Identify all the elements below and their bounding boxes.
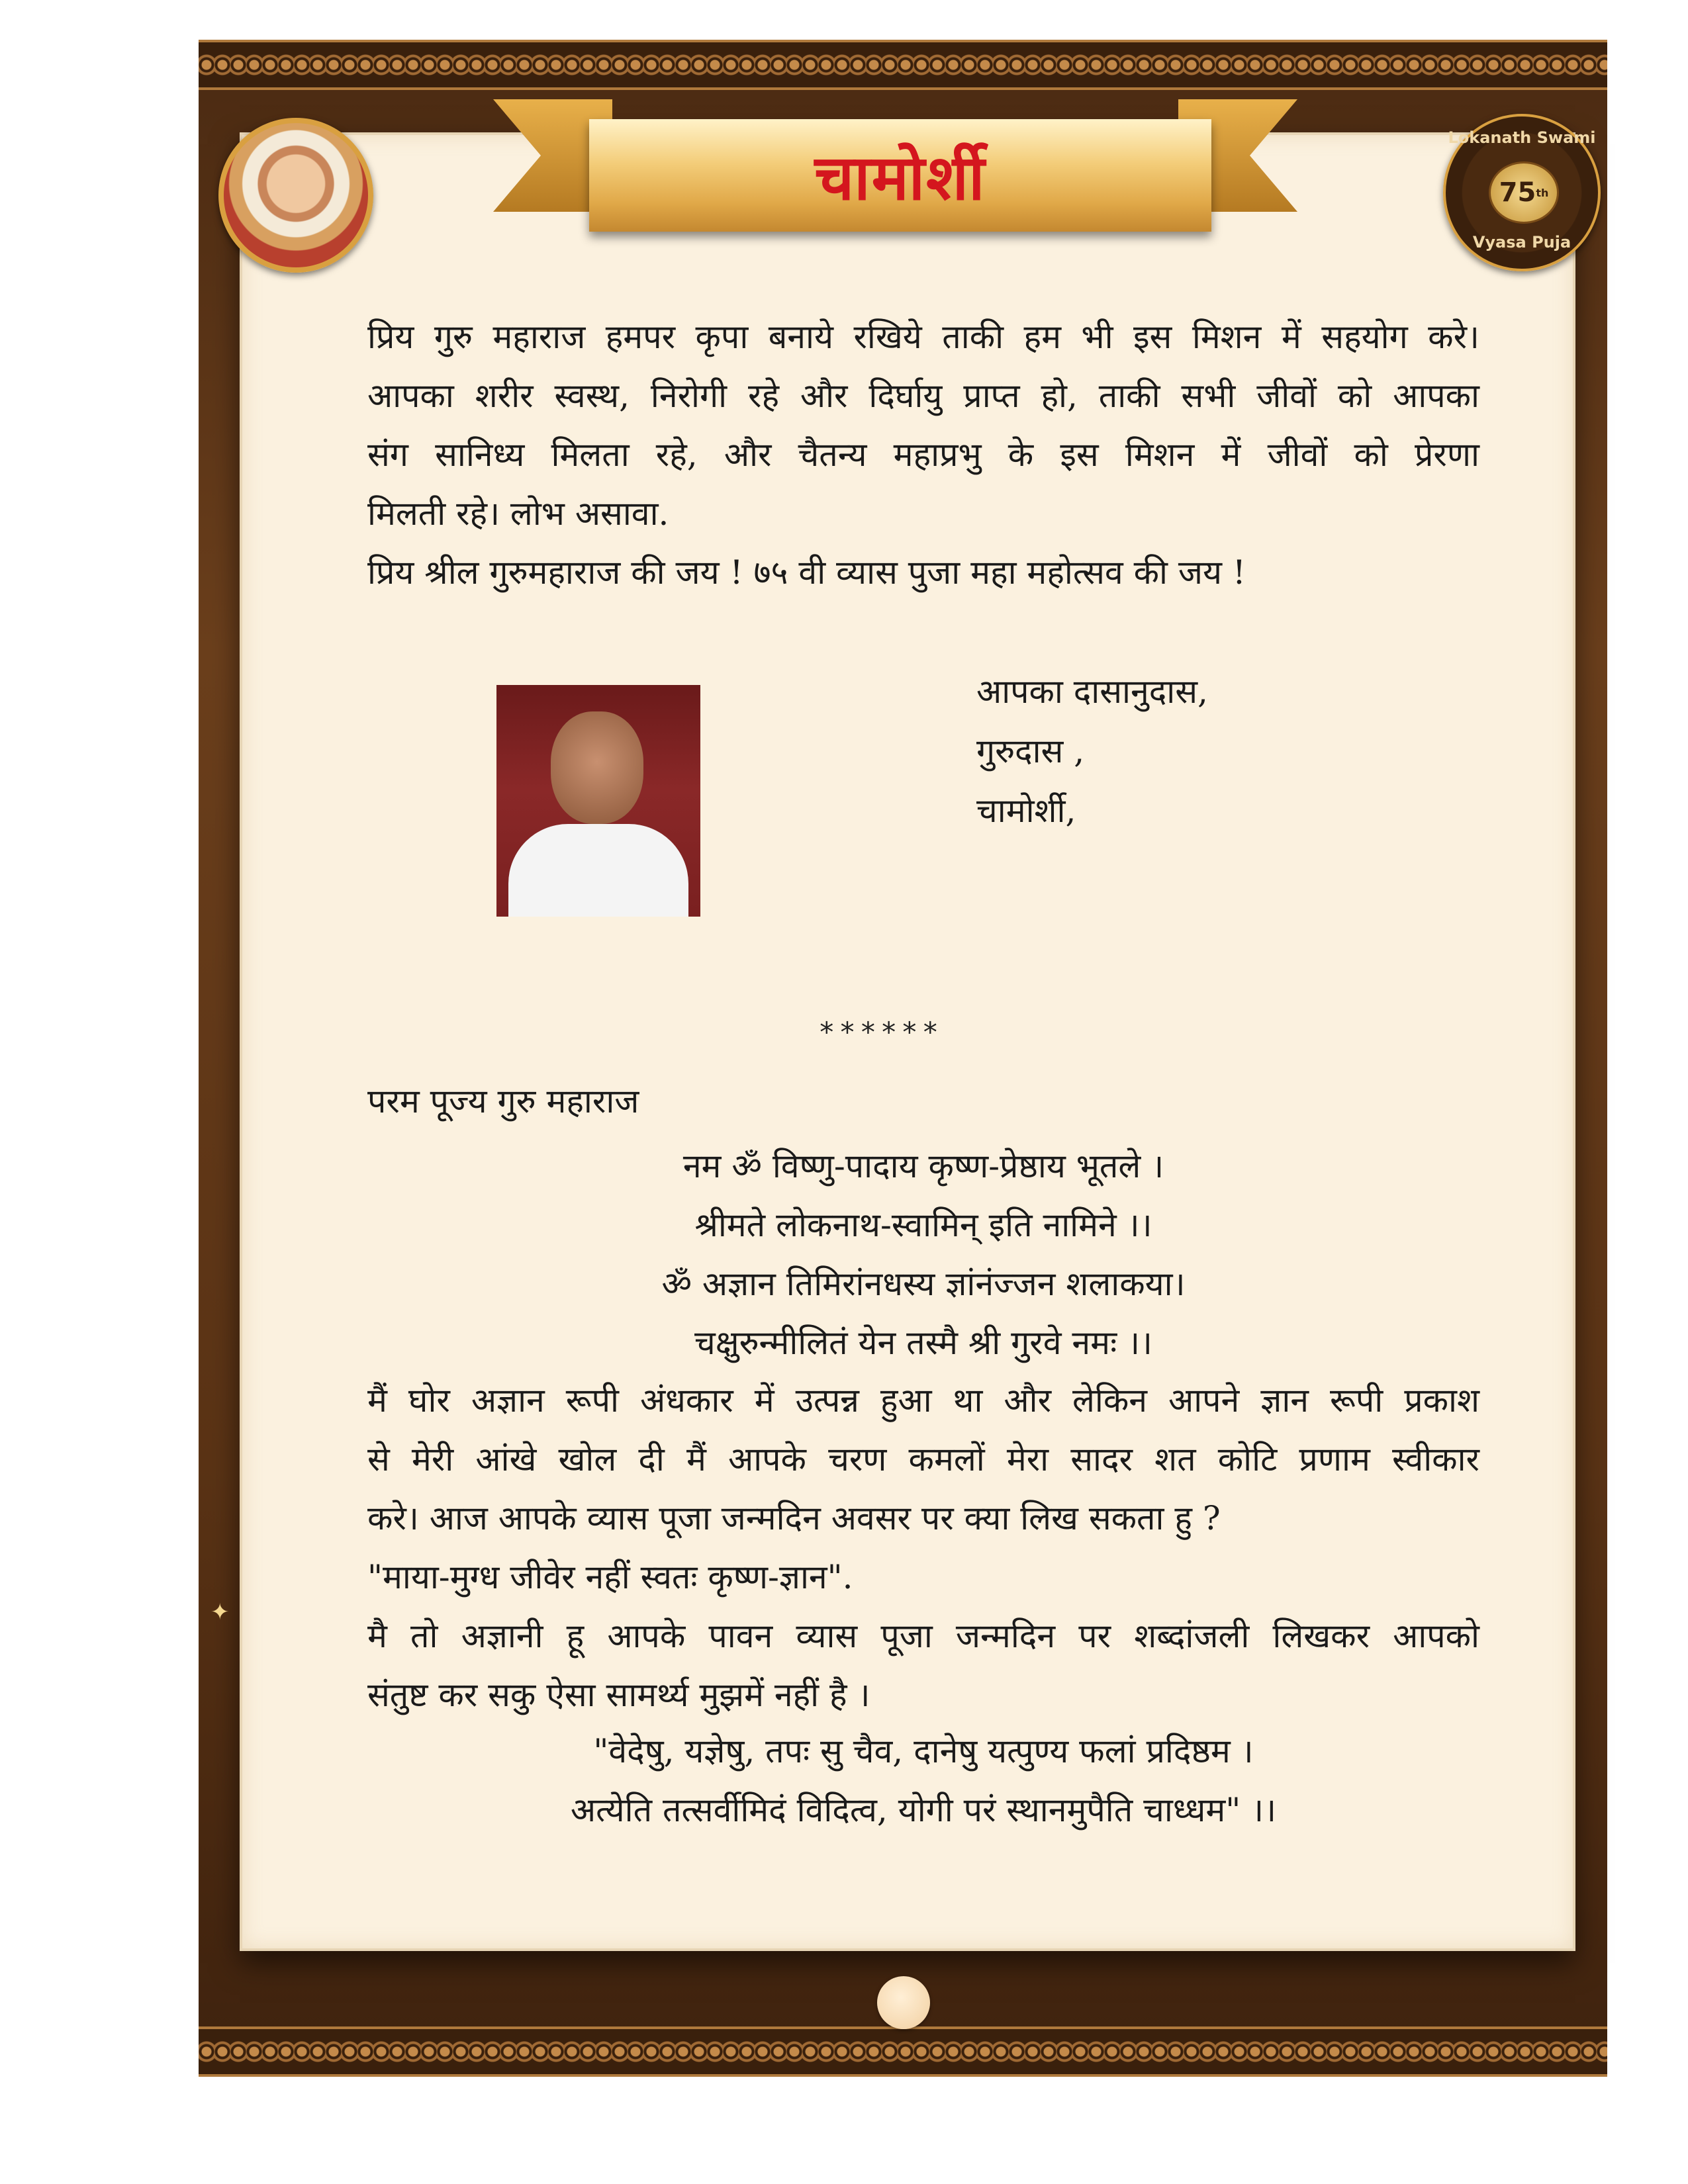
letter1-line: आपका शरीर स्वस्थ, निरोगी रहे और दिर्घायु प्राप्त हो, ताकी सभी जीवों को आपका <box>367 377 1479 415</box>
letter2-line: करे। आज आपके व्यास पूजा जन्मदिन अवसर पर क्या लिख सकता हु ? <box>367 1499 1221 1537</box>
letter1-signature <box>976 662 1440 841</box>
letter1-body <box>367 308 1479 602</box>
verse-line: श्रीमते लोकनाथ-स्वामिन् इति नामिने ।। <box>694 1206 1152 1244</box>
page-title: चामोर्शी <box>814 142 986 214</box>
top-ornament-border <box>199 40 1607 90</box>
bottom-ornament-border <box>199 2026 1607 2077</box>
title-ribbon <box>589 119 1211 232</box>
verse-line: चक्षुरुन्मीलितं येन तस्मै श्री गुरवे नमः ।। <box>694 1324 1152 1362</box>
badge-number: 75 th <box>1489 161 1559 224</box>
letter2-line: "माया-मुग्ध जीवेर नहीं स्वतः कृष्ण-ज्ञान". <box>367 1558 853 1596</box>
section-separator: ****** <box>818 1016 943 1048</box>
letter1-line: संग सानिध्य मिलता रहे, और चैतन्य महाप्रभु के इस मिशन में जीवों को प्रेरणा <box>367 435 1479 474</box>
verse-line: अत्येति तत्सर्वीमिदं विदित्व, योगी परं स्थानमुपैति चाध्धम" ।। <box>570 1791 1277 1829</box>
letter2-body <box>367 1371 1479 1725</box>
verse-line: नम ॐ विष्णु-पादाय कृष्ण-प्रेष्ठाय भूतले । <box>682 1147 1164 1185</box>
badge-ring-bottom-text: Vyasa Puja <box>1472 233 1571 251</box>
letter1-line: प्रिय श्रील गुरुमहाराज की जय ! ७५ वी व्यास पुजा महा महोत्सव की जय ! <box>367 553 1246 592</box>
letter2-verse2 <box>367 1722 1479 1840</box>
anniversary-badge <box>1443 114 1601 271</box>
signature-line: गुरुदास , <box>976 732 1085 770</box>
author-photo <box>496 685 700 917</box>
letter2-line: मैं घोर अज्ञान रूपी अंधकार में उत्पन्न हुआ था और लेकिन आपने ज्ञान रूपी प्रकाश <box>367 1381 1479 1420</box>
signature-line: चामोर्शी, <box>976 792 1076 830</box>
letter1-line: मिलती रहे। लोभ असावा. <box>367 494 669 533</box>
badge-ring-top-text: Lokanath Swami <box>1448 128 1596 147</box>
verse-line: ॐ अज्ञान तिमिरांनधस्य ज्ञांनंज्जन शलाकया। <box>661 1265 1186 1303</box>
badge-suffix: th <box>1536 186 1549 199</box>
letter2-line: संतुष्ट कर सकु ऐसा सामर्थ्य मुझमें नहीं है । <box>367 1676 870 1714</box>
letter2-verse1 <box>367 1137 1479 1373</box>
author-photo-face <box>551 711 643 824</box>
signature-line: आपका दासानुदास, <box>976 672 1208 711</box>
letter1-line: प्रिय गुरु महाराज हमपर कृपा बनाये रखिये ताकी हम भी इस मिशन में सहयोग करे। <box>367 318 1479 356</box>
letter2-line: से मेरी आंखे खोल दी मैं आपके चरण कमलों मेरा सादर शत कोटि प्रणाम स्वीकार <box>367 1440 1479 1479</box>
sparkle-icon: ✦ <box>211 1599 230 1625</box>
guru-portrait <box>218 118 373 273</box>
verse-line: "वेदेषु, यज्ञेषु, तपः सु चैव, दानेषु यत्पुण्य फलां प्रदिष्ठम । <box>593 1732 1254 1770</box>
page-indicator-dot <box>877 1976 930 2029</box>
author-photo-shirt <box>508 824 688 917</box>
letter2-salutation: परम पूज्य गुरु महाराज <box>367 1082 639 1120</box>
letter2-line: मै तो अज्ञानी हू आपके पावन व्यास पूजा जन्मदिन पर शब्दांजली लिखकर आपको <box>367 1617 1479 1655</box>
